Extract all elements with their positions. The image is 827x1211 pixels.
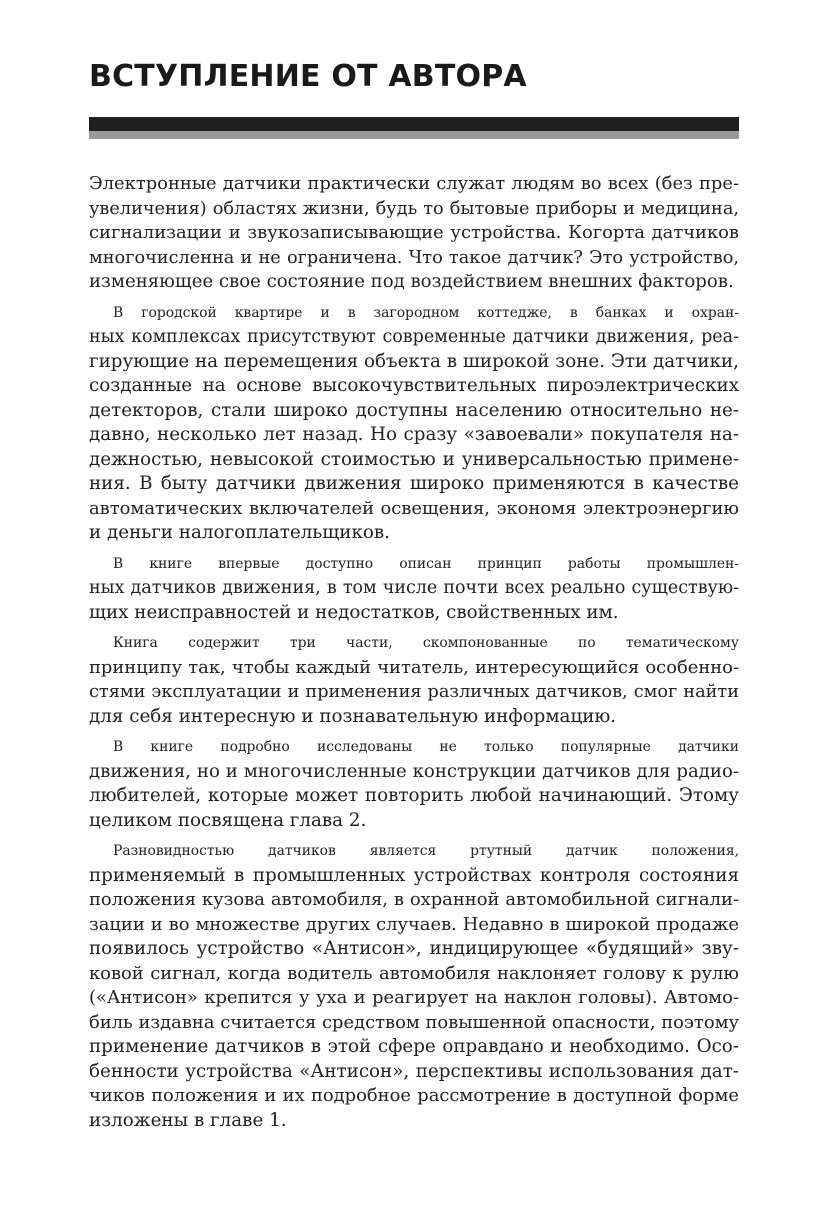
text-line: для себя интересную и познавательную информацию. (89, 705, 617, 727)
text-line: сигнализации и звукозаписывающие устройства. Когорта датчиков (89, 222, 739, 243)
text-line: стями эксплуатации и применения различных датчиков, смог найти (89, 682, 739, 702)
paragraph (89, 839, 739, 1133)
text-line: ных комплексах присутствуют современные датчики движения, реа- (89, 327, 739, 347)
text-line: целиком посвящена глава 2. (89, 809, 367, 831)
paragraph (89, 552, 739, 626)
text-line: бенности устройства «Антисон», перспективы использования дат- (89, 1060, 739, 1082)
text-line: В городской квартире и в загородном коттедже, в банках и охран- (113, 304, 739, 321)
text-line: любителей, которые может повторить любой начинающий. Этому (89, 785, 739, 806)
text-line: принципу так, чтобы каждый читатель, интересующийся особенно- (89, 656, 739, 678)
text-line: В книге подробно исследованы не только популярные датчики (113, 739, 739, 755)
text-line: ковой сигнал, когда водитель автомобиля наклоняет голову к рулю (89, 962, 739, 984)
text-line: давно, несколько лет назад. Но сразу «завоевали» покупателя на- (89, 424, 739, 445)
text-line: изложены в главе 1. (89, 1109, 287, 1131)
text-line: («Антисон» крепится у уха и реагирует на наклон головы). Автомо- (89, 987, 739, 1008)
title-rule-grey (89, 131, 739, 139)
text-line: Книга содержит три части, скомпонованные по тематическому (113, 635, 739, 651)
text-line: Электронные датчики практически служат людям во всех (без пре- (89, 173, 739, 194)
text-line: дежностью, невысокой стоимостью и универсальностью примене- (89, 448, 739, 470)
paragraph (89, 301, 739, 546)
text-line: ных датчиков движения, в том числе почти всех реально существую- (89, 578, 739, 598)
text-line: положения кузова автомобиля, в охранной автомобильной сигнали- (89, 889, 739, 910)
text-line: гирующие на перемещения объекта в широкой зоне. Эти датчики, (89, 350, 739, 372)
text-line: чиков положения и их подробное рассмотрение в доступной форме (89, 1085, 739, 1106)
paragraph (89, 172, 739, 295)
body-text (89, 172, 739, 1139)
text-line: щих неисправностей и недостатков, свойственных им. (89, 601, 619, 623)
text-line: изменяющее свое состояние под воздействием внешних факторов. (89, 271, 734, 292)
text-line: биль издавна считается средством повышенной опасности, поэтому (89, 1011, 740, 1033)
paragraph (89, 631, 739, 729)
text-line: применение датчиков в этой сфере оправдано и необходимо. Осо- (89, 1036, 739, 1057)
text-line: движения, но и многочисленные конструкции датчиков для радио- (89, 760, 739, 782)
text-line: зации и во множестве других случаев. Недавно в широкой продаже (89, 913, 739, 935)
chapter-title: ВСТУПЛЕНИЕ ОТ АВТОРА (89, 59, 527, 94)
text-line: ния. В быту датчики движения широко применяются в качестве (89, 473, 739, 494)
text-line: увеличения) областях жизни, будь то бытовые приборы и медицина, (89, 198, 739, 219)
title-rule-dark (89, 117, 739, 131)
text-line: автоматических включателей освещения, экономя электроэнергию (89, 497, 739, 519)
text-line: многочисленна и не ограничена. Что такое датчик? Это устройство, (89, 247, 739, 268)
text-line: В книге впервые доступно описан принцип работы промышлен- (113, 555, 739, 572)
text-line: созданные на основе высокочувствительных пироэлектрических (89, 375, 739, 396)
text-line: и деньги налогоплательщиков. (89, 522, 390, 543)
text-line: Разновидностью датчиков является ртутный датчик положения, (113, 843, 739, 859)
text-line: детекторов, стали широко доступны населению относительно не- (89, 399, 739, 421)
text-line: появилось устройство «Антисон», индицирующее «будящий» зву- (89, 938, 739, 959)
text-line: применяемый в промышленных устройствах контроля состояния (89, 864, 739, 886)
paragraph (89, 735, 739, 833)
